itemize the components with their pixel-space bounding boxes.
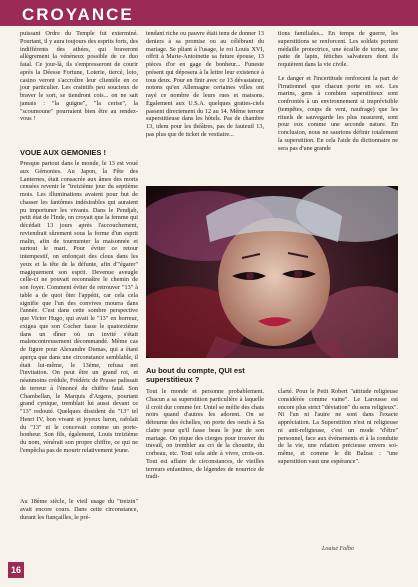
column-2-top [146,30,264,139]
col3-paragraph-1: tions familiales... En temps de guerre, les superstitions se renforcent. Les soldats portent médaille protectrice, une écaille de tortue, une patte de lapin, fétiches salvateurs dont ils requièrent dans la vie civile. [278,30,398,68]
col1-paragraph-1: puissant Ordre du Temple fut exterminé. Pourtant, il y aura toujours des esprits forts, des indifférents des athées, qui braveront allègrement la vénéneux possible de ce duo fatal. Ce jour-là, ils s'empresseront de courir après la Déesse Fortune, Loterie, tiercé, loto, casino veront s'accroître leur clientèle en ce jour particulier. Les craintifs peu soucieux de braver le sort, se tiendront cois... on ne sait jamais : "la guigne", "la cerise", la "scoumoune" pourraient bien être au rendez-vous ! [20,30,138,123]
column-3-bottom [278,388,398,466]
column-1-top [20,30,138,123]
section-title: CROYANCE [22,5,134,24]
face-photo-illustration [146,186,398,358]
section-header [0,0,418,26]
col1-paragraph-3: Au 18ème siècle, le vieil usage du "treizin" avait encore cours. Dans cette circonstance, durant les fiançailles, le pré- [20,498,138,521]
article-photo [146,186,398,358]
subheading-gemonies: VOUE AUX GEMONIES ! [20,148,106,157]
column-1-body [20,160,138,455]
lower-col2-paragraph-1: Tout le monde et personne probablement. Chacun a sa superstition particulière à laquelle il croit dur comme fer. Untel se méfie des chats noirs quand d'autres les adorent. On se détourne des échelles, on porte des oeufs à Sa claire pour qu'il fasse beau le jour de son mariage. On pique des cierges pour trouver du travail, on trembler au cri de la chouette, du corbeau, etc. Tout cela aide à vivre, crois-on. Tout est affaire de circonstances, de vieilles terreurs enfantines, de légendes de nourrice de tradi- [146,388,264,481]
column-3-top [278,30,398,152]
subheading-superstitieux: Au bout du compte, QUI est superstitieux ? [146,366,245,384]
col3-paragraph-2: Le danger et l'incertitude renforcent la part de l'irrationnel que chacun porte en soi. Les marins, gens à combien superstitieux sont confrontés à un environnement si imprévisible (tempêtes, coups de vent, naufrage) que les rituels de sauvegarde les plus rassurent, sont pour eux comme une seconde nature. En conclusion, nous ne saurions définir totalement la superstition. En cela l'aide du dictionnaire ne sera pas d'une grande [278,74,398,152]
column-1-bottom [20,498,138,521]
column-2-bottom [146,388,264,481]
lower-col3-paragraph-1: clarté. Pour le Petit Robert "attitude religieuse considérée comme vaine". Le Larousse est encore plus strict "déviation" du sens religieux". Ni l'un ni l'autre ne sont dans l'exacte appréciation. La Superstition n'est ni religieuse ni anti-religieuse, c'est un mode "d'être" personnel, face aux événements et à la conduite de la vie, une relation précieuse envers soi-même, et comme le dit Balzac : "une superstition vaut une espérance". [278,388,398,465]
col2-paragraph-1: tendant riche ou pauvre était tenu de donner 13 deniers à sa promise ou au célébrant du mariage. Se pliant à l'usage, le roi Louis XVI, offrit à Marie-Antoinette sa future épouse, 13 pièces d'or en gage de bonheur... Funeste présent qui déposera à la lettre leur existence à tous deux. Pour en finir avec ce 13 dévastateur, notons qu'en Allemagne certaines villes ont rayé ce nombre de leurs rues et maisons. Également aux U.S.A. quelques grattes-ciels passent directement du 12 au 14. Même terreur superstitieuse dans les hôtels. Pas de chambre 13, idem pour les théâtres, pas de fauteuil 13, pas plus que de ticket de vestiaire... [146,30,264,138]
author-signature: Louise Falbo [322,546,354,552]
col1-paragraph-2: Presque partout dans le monde, le 13 est voué aux Gémonies. Au Japon, la Fête des Lanternes, était consacrée aux âmes des morts censées revenir le "treizième jour du septième mois. Les illuminations avaient pour but de chasser les fantômes indésirables qui auraient pu importuner les vivants. Dans le Pendjab, petit état de l'Inde, on croyait que la femme qui décédait 13 jours après l'accouchement, reviendrait sûrement sous la forme d'un esprit malin, afin de tourmenter la maisonnée et surtout le mari. Pour éviter ce retour intempestif, on enfonçait des clous dans les yeux et la tête de la défunte, afin d'"égarer" magiquement son esprit. Devenue aveugle celle-ci ne pouvait reconnaître le chemin de son foyer. Comment éviter de retrouver "13" à table a de quoi ôter l'appétit, car cela cela signifie que l'un des convives mourra dans l'année. C'est dans cette sombre perspective que Victor Hugo, qui avait le "13" en horreur, exigea que son Cocher fasse le quatorzième dans un dîner où un invité s'était malencontreusement décommandé. Même cas de figure pour Alexandre Dumas, qui a étant aperçu que dans une circonstance semblable, il était lui-même, le 13ème, refusa net l'invitation. On peut être un grand roi, et néanmoins crédule, Frédéric de Prusse palissait de terreur à l'énoncé du chiffre fatal. Son Chambellan, le Marquis d'Argens, pourtant grand cynique, tremblait lui aussi devant ce "13" redouté. Quelques dissident du "13" tel Henri IV, bon vivant et joyeux luron, rafolait du "13" et le concevait comme un porte-bonheur. Son fils, également, Louis treizième du nom, vénérait son propre chiffre, ce qui ne l'empêcha pas de mourir relativement jeune. [20,160,138,454]
page-number: 16 [8,562,24,578]
